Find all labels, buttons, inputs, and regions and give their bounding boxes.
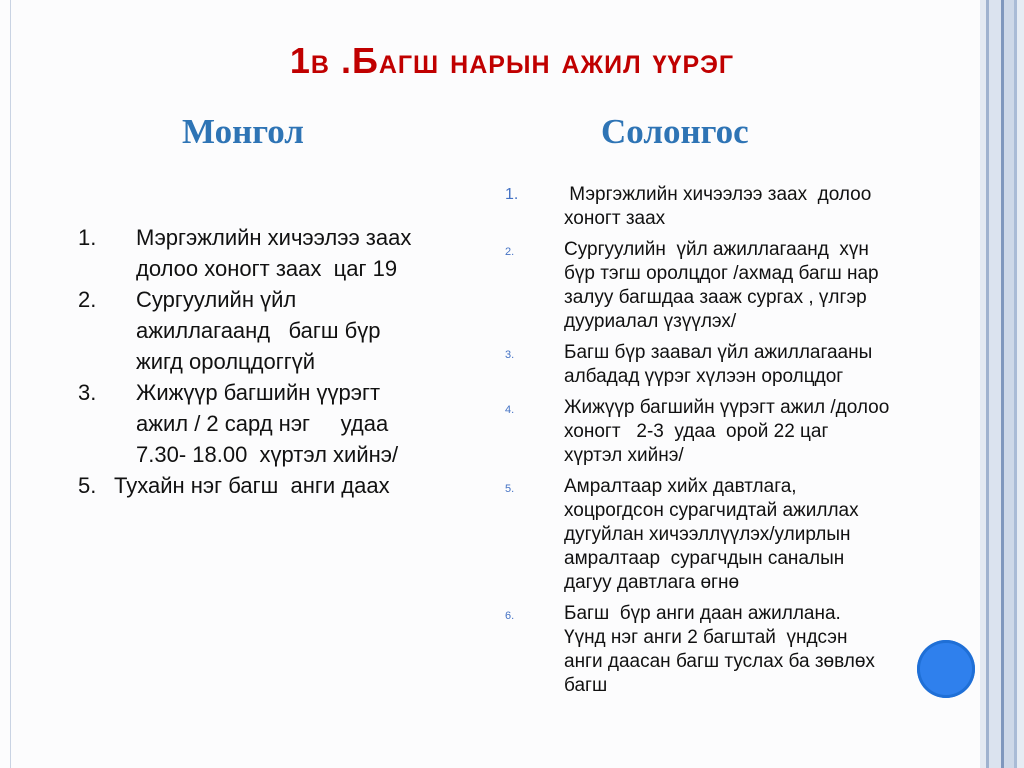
list-item xyxy=(505,183,975,231)
list-item-line: хүртэл хийнэ/ xyxy=(564,445,684,466)
list-item xyxy=(78,470,498,501)
list-item-line: хоногт 2-3 удаа орой 22 цаг xyxy=(564,421,829,442)
list-item xyxy=(78,377,498,470)
list-item-line: хоногт заах xyxy=(564,208,666,229)
list-item-text xyxy=(564,341,975,389)
list-item-line: бүр тэгш оролцдог /ахмад багш нар xyxy=(564,263,879,284)
list-item-line: Тухайн нэг багш анги даах xyxy=(114,473,390,498)
list-item xyxy=(78,284,498,377)
list-item-number: 4. xyxy=(505,404,515,416)
list-item-text xyxy=(564,396,975,468)
list-item-line: анги даасан багш туслах ба зөвлөх xyxy=(564,651,875,672)
list-item xyxy=(505,341,975,389)
list-item-line: дугуйлан хичээллүүлэх/улирлын xyxy=(564,524,851,545)
list-item-line: жигд оролцдоггүй xyxy=(136,349,316,374)
list-item-line: ажил / 2 сард нэг удаа xyxy=(136,411,389,436)
list-item-text xyxy=(564,602,975,698)
list-item-line: багш xyxy=(564,675,608,696)
list-item-line: хоцрогдсон сурагчидтай ажиллах xyxy=(564,500,859,521)
list-item xyxy=(505,475,975,595)
list-item-number: 6. xyxy=(505,610,515,622)
list-item-number: 3. xyxy=(78,380,97,405)
list-item-line: Жижүүр багшийн үүрэгт ажил /долоо xyxy=(564,397,890,418)
list-item-number: 1. xyxy=(505,186,519,203)
decorative-stripes xyxy=(980,0,1024,768)
list-item-line: Үүнд нэг анги 2 багштай үндсэн xyxy=(564,627,848,648)
list-item-text xyxy=(564,238,975,334)
list-item-line: дууриалал үзүүлэх/ xyxy=(564,311,737,332)
list-item-line: долоо хоногт заах цаг 19 xyxy=(136,256,398,281)
list-item-number: 1. xyxy=(78,225,97,250)
slide-title: 1в .Багш нарын ажил үүрэг xyxy=(289,40,735,81)
list-item-line: ажиллагаанд багш бүр xyxy=(136,318,381,343)
list-item-line: Амралтаар хийх давтлага, xyxy=(564,476,797,497)
list-item-number: 2. xyxy=(505,246,515,258)
list-item-line: Сургуулийн үйл ажиллагаанд хүн xyxy=(564,239,869,260)
list-item-text xyxy=(564,475,975,595)
list-item-number: 5. xyxy=(78,473,97,498)
list-item-text xyxy=(136,377,498,470)
frame-line xyxy=(10,0,11,768)
list-item-line: Сургуулийн үйл xyxy=(136,287,297,312)
list-item-text xyxy=(136,222,498,284)
list-item-line: Мэргэжлийн хичээлээ заах xyxy=(136,225,412,250)
list-item-line: Мэргэжлийн хичээлээ заах долоо xyxy=(564,184,872,205)
list-item-line: амралтаар сурагчдын саналын xyxy=(564,548,845,569)
list-item-number: 2. xyxy=(78,287,97,312)
list-item-text xyxy=(136,284,498,377)
list-item-line: Жижүүр багшийн үүрэгт xyxy=(136,380,381,405)
list-item xyxy=(505,238,975,334)
left-list xyxy=(78,222,498,501)
list-item-line: дагуу давтлага өгнө xyxy=(564,572,740,593)
list-item-line: залуу багшдаа зааж сургах , үлгэр xyxy=(564,287,867,308)
list-item-number: 3. xyxy=(505,349,515,361)
list-item xyxy=(505,602,975,698)
right-column-heading: Солонгос xyxy=(601,112,749,151)
list-item xyxy=(78,222,498,284)
list-item xyxy=(505,396,975,468)
right-list xyxy=(505,183,975,705)
list-item-line: 7.30- 18.00 хүртэл хийнэ/ xyxy=(136,442,399,467)
list-item-line: Багш бүр анги даан ажиллана. xyxy=(564,603,841,624)
list-item-number: 5. xyxy=(505,483,515,495)
list-item-text xyxy=(564,183,975,231)
left-column-heading: Монгол xyxy=(182,112,304,151)
list-item-line: Багш бүр заавал үйл ажиллагааны xyxy=(564,342,873,363)
list-item-text xyxy=(114,470,498,501)
decorative-circle xyxy=(917,640,975,698)
list-item-line: албадад үүрэг хүлээн оролцдог xyxy=(564,366,844,387)
